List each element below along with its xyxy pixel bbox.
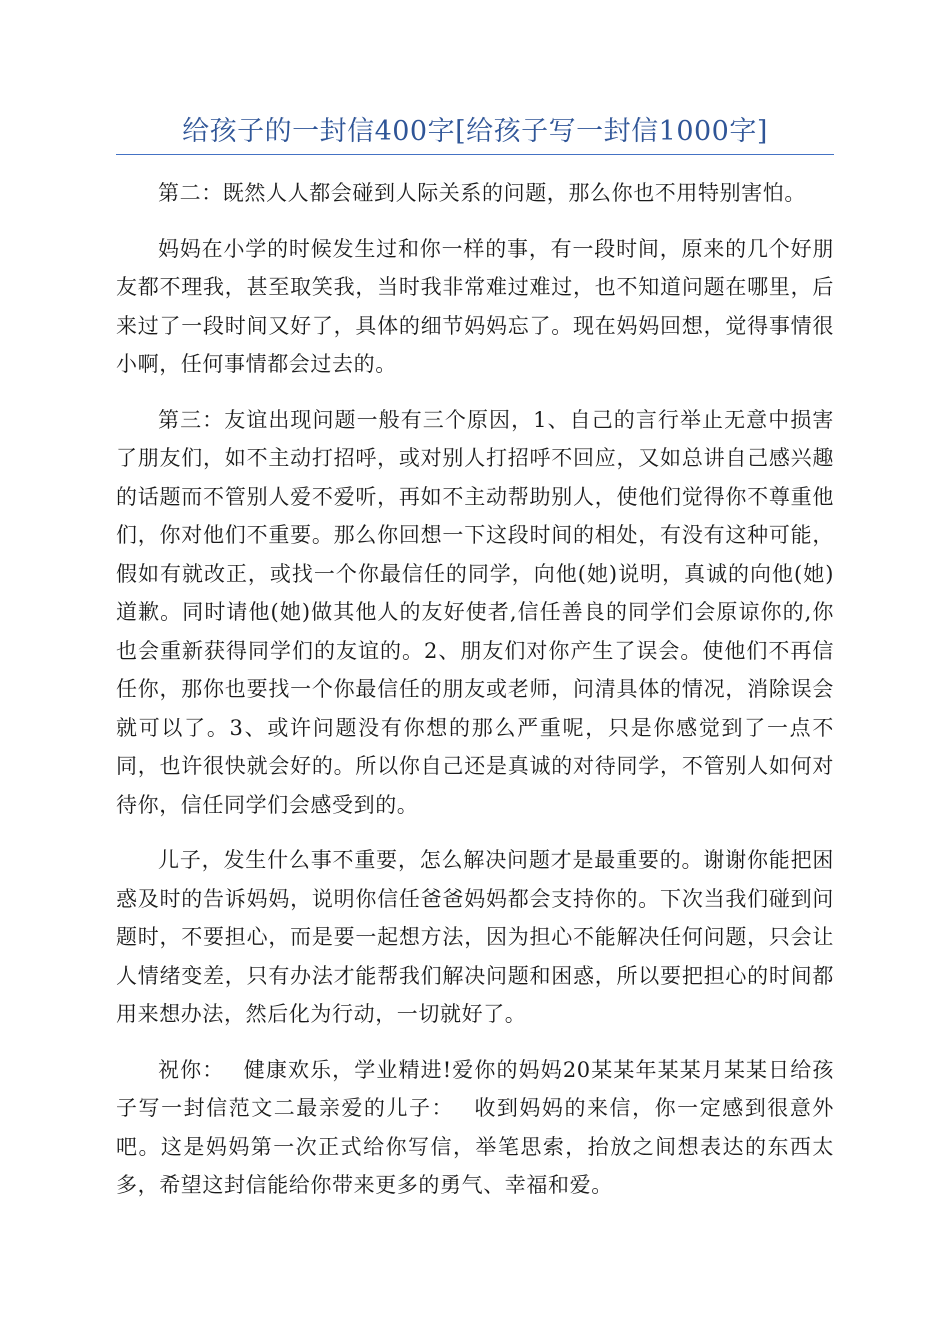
document-body [116,174,834,1222]
document-title: 给孩子的一封信400字[给孩子写一封信1000字] [182,116,768,147]
title-underline [116,154,834,155]
paragraph-2: 妈妈在小学的时候发生过和你一样的事，有一段时间，原来的几个好朋友都不理我，甚至取笑我，当时我非常难过难过，也不知道问题在哪里，后来过了一段时间又好了，具体的细节妈妈忘了。现在妈妈回想，觉得事情很小啊，任何事情都会过去的。 [116,236,834,376]
paragraph-4: 儿子，发生什么事不重要，怎么解决问题才是最重要的。谢谢你能把困惑及时的告诉妈妈，说明你信任爸爸妈妈都会支持你的。下次当我们碰到问题时，不要担心，而是要一起想方法，因为担心不能解决任何问题，只会让人情绪变差，只有办法才能帮我们解决问题和困惑，所以要把担心的时间都用来想办法，然后化为行动，一切就好了。 [116,848,834,1026]
paragraph-3: 第三：友谊出现问题一般有三个原因，1、自己的言行举止无意中损害了朋友们，如不主动打招呼，或对别人打招呼不回应，又如总讲自己感兴趣的话题而不管别人爱不爱听，再如不主动帮助别人，使他们觉得你不尊重他们，你对他们不重要。那么你回想一下这段时间的相处，有没有这种可能，假如有就改正，或找一个你最信任的同学，向他(她)说明，真诚的向他(她)道歉。同时请他(她)做其他人的友好使者,信任善良的同学们会原谅你的,你也会重新获得同学们的友谊的。2、朋友们对你产生了误会。使他们不再信任你，那你也要找一个你最信任的朋友或老师，问清具体的情况，消除误会就可以了。3、或许问题没有你想的那么严重呢，只是你感觉到了一点不同，也许很快就会好的。所以你自己还是真诚的对待同学，不管别人如何对待你，信任同学们会感受到的。 [116,407,834,817]
paragraph-5: 祝你： 健康欢乐，学业精进!爱你的妈妈20某某年某某月某某日给孩子写一封信范文二最亲爱的儿子： 收到妈妈的来信，你一定感到很意外吧。这是妈妈第一次正式给你写信，举笔思索，抬放之间想表达的东西太多，希望这封信能给你带来更多的勇气、幸福和爱。 [116,1057,834,1197]
paragraph-1: 第二：既然人人都会碰到人际关系的问题，那么你也不用特别害怕。 [158,181,806,205]
